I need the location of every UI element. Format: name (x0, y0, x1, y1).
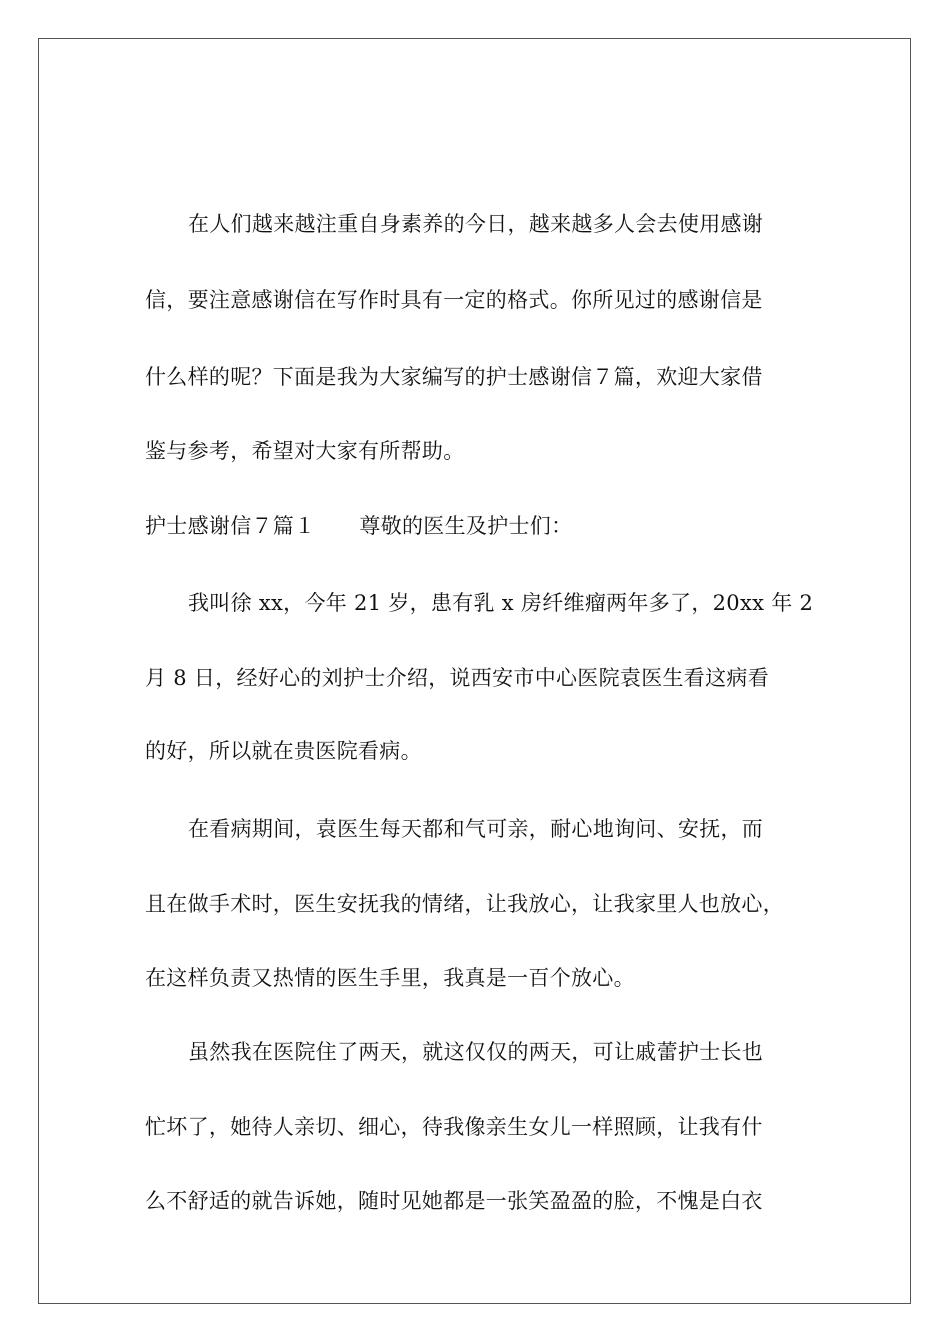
paragraph3-line-2: 忙坏了，她待人亲切、细心，待我像亲生女儿一样照顾，让我有什 (145, 1115, 763, 1139)
paragraph1-line-1: 我叫徐 xx，今年 21 岁，患有乳 x 房纤维瘤两年多了，20xx 年 2 (188, 591, 814, 615)
salutation: 尊敬的医生及护士们： (359, 514, 573, 538)
section-title: 护士感谢信７篇１ (145, 514, 316, 538)
paragraph1-line-3: 的好，所以就在贵医院看病。 (145, 739, 422, 763)
paragraph1-line-2: 月 8 日，经好心的刘护士介绍，说西安市中心医院袁医生看这病看 (145, 666, 770, 690)
paragraph2-line-2: 且在做手术时，医生安抚我的情绪，让我放心，让我家里人也放心， (145, 892, 784, 916)
intro-line-1: 在人们越来越注重自身素养的今日，越来越多人会去使用感谢 (188, 212, 764, 236)
paragraph2-line-1: 在看病期间，袁医生每天都和气可亲，耐心地询问、安抚，而 (188, 817, 764, 841)
intro-line-4: 鉴与参考，希望对大家有所帮助。 (145, 439, 465, 463)
section-heading-line (145, 512, 572, 540)
intro-line-2: 信，要注意感谢信在写作时具有一定的格式。你所见过的感谢信是 (145, 288, 763, 312)
paragraph3-line-1: 虽然我在医院住了两天，就这仅仅的两天，可让戚蕾护士长也 (188, 1040, 764, 1064)
paragraph2-line-3: 在这样负责又热情的医生手里，我真是一百个放心。 (145, 966, 635, 990)
paragraph3-line-3: 么不舒适的就告诉她，随时见她都是一张笑盈盈的脸，不愧是白衣 (145, 1189, 763, 1213)
intro-line-3: 什么样的呢？下面是我为大家编写的护士感谢信７篇，欢迎大家借 (145, 365, 763, 389)
